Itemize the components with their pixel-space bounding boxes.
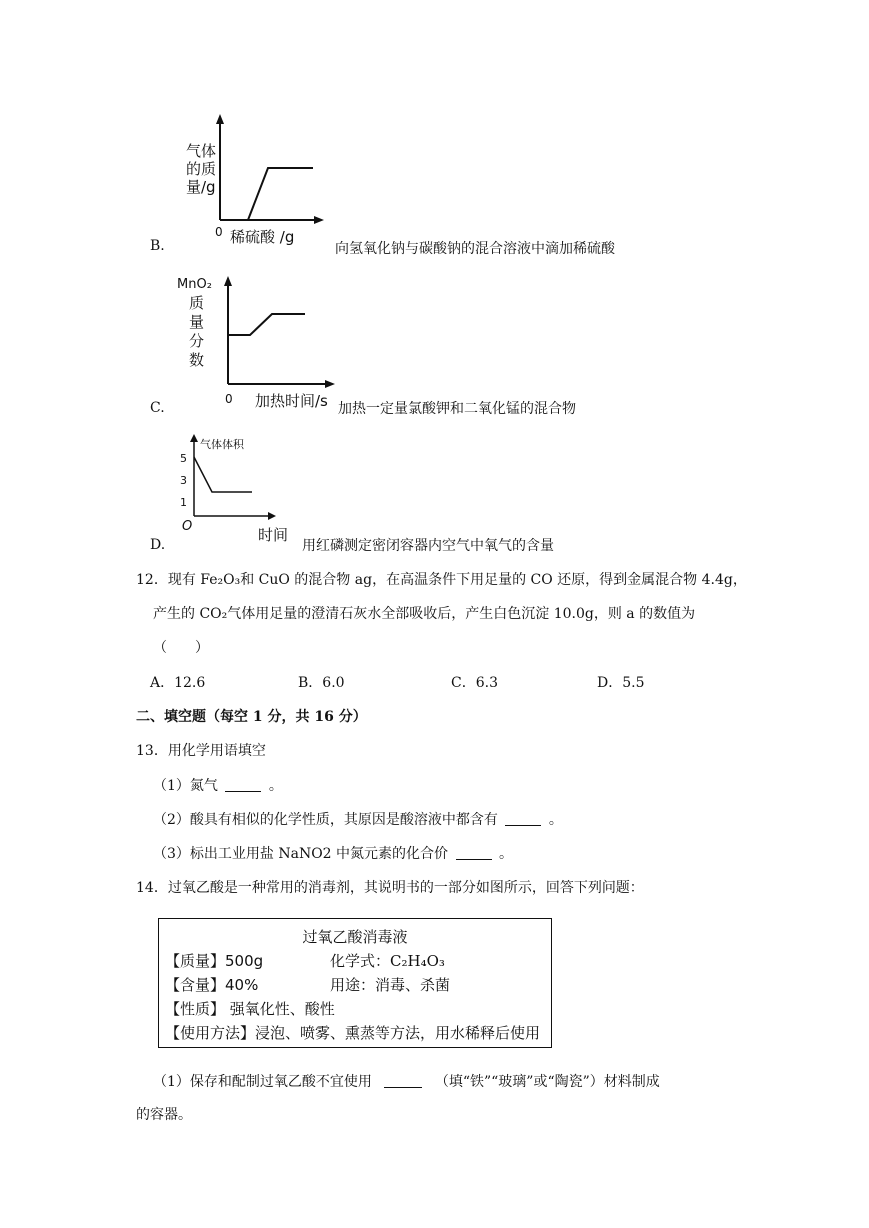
q14-part-1-text: （1）保存和配制过氧乙酸不宜使用 [153, 1074, 372, 1090]
q14-part-1 [153, 1071, 660, 1091]
graph-c-ylabel-1: MnO₂ [177, 277, 212, 292]
q13-part-3-end: 。 [498, 846, 513, 862]
option-c-desc: 加热一定量氯酸钾和二氧化锰的混合物 [338, 401, 576, 417]
label-use: 用途：消毒、杀菌 [330, 976, 451, 994]
graph-b-ylabel-1: 气体 [186, 142, 217, 160]
graph-b-ylabel-3: 量/g [186, 178, 216, 196]
graph-d-ylabel: 气体体积 [200, 438, 244, 451]
q13-part-2-text: （2）酸具有相似的化学性质，其原因是酸溶液中都含有 [153, 812, 498, 828]
q14-blank-1[interactable] [384, 1073, 422, 1088]
graph-c-ylabel-2: 质 [189, 294, 205, 312]
q13-blank-3[interactable] [456, 845, 492, 860]
q14-part-1-line-2: 的容器。 [136, 1107, 192, 1123]
label-title: 过氧乙酸消毒液 [302, 928, 408, 946]
q13-part-2-end: 。 [548, 812, 563, 828]
graph-d [172, 432, 312, 550]
q14-stem: 14．过氧乙酸是一种常用的消毒剂，其说明书的一部分如图所示，回答下列问题： [136, 880, 644, 896]
q12-option-d: D．5.5 [597, 675, 645, 691]
label-formula-label: 化学式： [330, 952, 391, 970]
graph-c-curve [228, 314, 305, 335]
label-mass: 【质量】500g [165, 952, 264, 970]
q14-part-1-rest: （填“铁”“玻璃”或“陶瓷”）材料制成 [434, 1074, 660, 1090]
graph-c-ylabel-5: 数 [189, 351, 205, 369]
q13-blank-1[interactable] [225, 777, 261, 792]
label-property: 【性质】 强氧化性、酸性 [165, 1000, 335, 1018]
section-title: 二、填空题（每空 1 分，共 16 分） [136, 709, 367, 725]
product-label-box [158, 918, 552, 1048]
label-method: 【使用方法】浸泡、喷雾、熏蒸等方法，用水稀释后使用 [165, 1024, 541, 1042]
q13-part-1-end: 。 [268, 778, 283, 794]
q12-option-a: A．12.6 [150, 675, 206, 691]
graph-d-tick-3: 3 [180, 474, 187, 487]
label-formula [330, 950, 445, 971]
graph-d-xlabel: 时间 [258, 526, 289, 544]
label-formula-value: C₂H₄O₃ [390, 952, 445, 970]
q13-part-3-text: （3）标出工业用盐 NaNO2 中氮元素的化合价 [153, 846, 449, 862]
graph-b [180, 112, 330, 250]
graph-b-curve [248, 168, 313, 220]
q12-line-3: （ ） [153, 640, 209, 656]
q12-line-2: 产生的 CO₂气体用足量的澄清石灰水全部吸收后，产生白色沉淀 10.0g，则 a 的数值为 [153, 606, 696, 622]
q13-blank-2[interactable] [505, 811, 541, 826]
graph-c-ylabel-4: 分 [189, 332, 205, 350]
graph-d-origin: O [182, 519, 193, 534]
option-b-desc: 向氢氧化钠与碳酸钠的混合溶液中滴加稀硫酸 [335, 241, 615, 257]
graph-d-tick-1: 1 [180, 496, 187, 509]
graph-c-origin: 0 [225, 392, 233, 406]
graph-c-xlabel: 加热时间/s [255, 392, 328, 410]
option-c-letter: C. [150, 400, 165, 416]
graph-b-ylabel-2: 的质 [186, 160, 217, 178]
graph-b-origin: 0 [215, 225, 223, 239]
graph-d-tick-5: 5 [180, 452, 187, 465]
q13-stem: 13．用化学用语填空 [136, 743, 266, 759]
graph-c [172, 274, 337, 414]
q13-part-1 [153, 775, 283, 795]
option-b-letter: B. [150, 238, 165, 254]
q13-part-1-text: （1）氮气 [153, 778, 218, 794]
option-d-desc: 用红磷测定密闭容器内空气中氧气的含量 [302, 538, 554, 554]
label-content: 【含量】40% [165, 976, 259, 994]
q12-option-c: C．6.3 [451, 675, 498, 691]
q12-option-b: B．6.0 [298, 675, 345, 691]
q13-part-3 [153, 843, 513, 863]
graph-c-ylabel-3: 量 [189, 313, 205, 331]
option-d-letter: D. [150, 537, 166, 553]
q12-line-1: 12．现有 Fe₂O₃和 CuO 的混合物 ag，在高温条件下用足量的 CO 还原，得到金属混合物 4.4g， [136, 572, 747, 588]
q13-part-2 [153, 809, 563, 829]
graph-d-curve [194, 457, 252, 492]
graph-b-xlabel: 稀硫酸 /g [230, 228, 295, 246]
